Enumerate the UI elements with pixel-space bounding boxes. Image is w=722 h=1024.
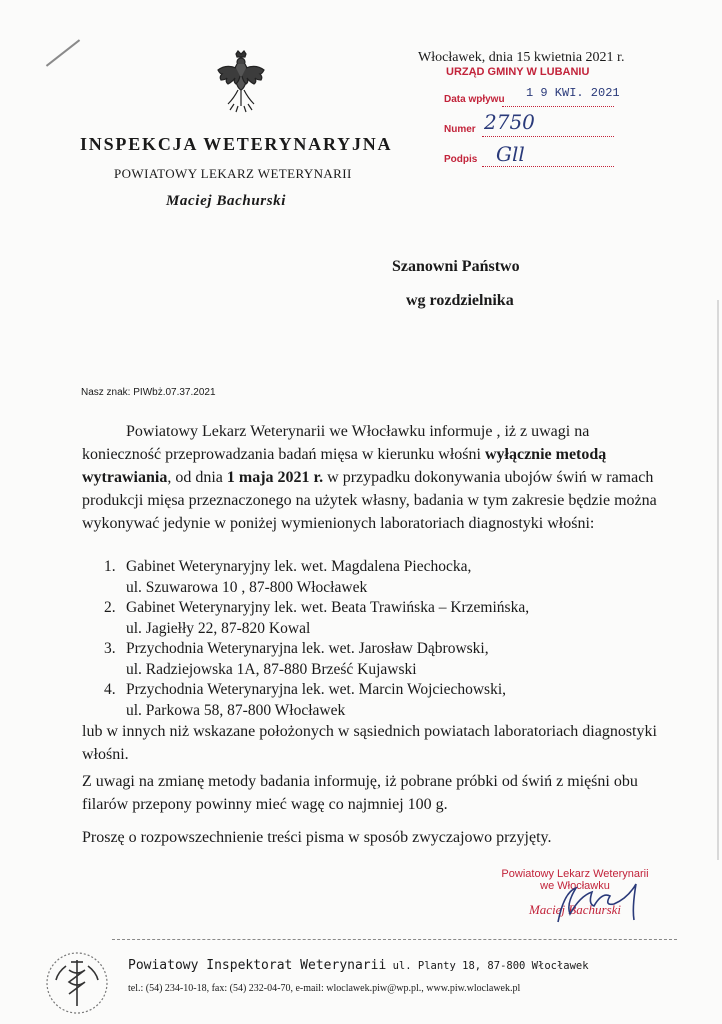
officer-name: Maciej Bachurski <box>166 193 287 209</box>
list-item: 4. Przychodnia Weterynaryjna lek. wet. Marcin Wojciechowski, ul. Parkowa 58, 87-800 Włocławek <box>104 680 664 721</box>
intro-text-2: , od dnia <box>167 469 227 486</box>
stamp-signature-label: Podpis <box>444 154 478 165</box>
footer-org-name: Powiatowy Inspektorat Weterynarii <box>128 958 387 973</box>
list-item: 3. Przychodnia Weterynaryjna lek. wet. Jarosław Dąbrowski, ul. Radziejowska 1A, 87-880 Brześć Kujawski <box>104 639 664 680</box>
paragraph-sample-weight: Z uwagi na zmianę metody badania informuję, iż pobrane próbki od świń z mięśni obu filarów przepony powinny mieć wagę co najmniej 100 g. <box>82 773 638 813</box>
lab-name: Przychodnia Weterynaryjna lek. wet. Marcin Wojciechowski, <box>126 681 507 698</box>
intro-bold-method: wyłącznie metodą wytrawiania <box>82 446 607 486</box>
footer-address: ul. Planty 18, 87-800 Włocławek <box>386 960 589 972</box>
stamp-number-value: 2750 <box>484 110 535 134</box>
salutation: Szanowni Państwo <box>392 258 520 275</box>
list-item: 1. Gabinet Weterynaryjny lek. wet. Magdalena Piechocka, ul. Szuwarowa 10 , 87-800 Włocławek <box>104 557 664 598</box>
intro-text-1: Powiatowy Lekarz Weterynarii we Włocławku informuje , iż z uwagi na konieczność przeprowadzania badań mięsa w kierunku włośni <box>82 423 590 463</box>
paragraph-request: Proszę o rozpowszechnienie treści pisma w sposób zwyczajowo przyjęty. <box>82 829 552 846</box>
stamp-office: URZĄD GMINY W LUBANIU <box>446 66 590 78</box>
lab-name: Przychodnia Weterynaryjna lek. wet. Jarosław Dąbrowski, <box>126 640 489 657</box>
institution-title: INSPEKCJA WETERYNARYJNA <box>80 134 393 154</box>
receipt-stamp <box>440 66 620 176</box>
distribution-note: wg rozdzielnika <box>406 292 514 309</box>
signature-stamp-name: Maciej Bachurski <box>528 902 622 917</box>
scan-edge <box>717 300 719 860</box>
footer-contact: tel.: (54) 234-10-18, fax: (54) 232-04-70, e-mail: wloclawek.piw@wp.pl., www.piw.wloclawek.pl <box>128 983 521 994</box>
lab-address: ul. Radziejowska 1A, 87-880 Brześć Kujawski <box>126 660 417 678</box>
reference-number: Nasz znak: PIWbż.07.37.2021 <box>81 387 216 398</box>
lab-name: Gabinet Weterynaryjny lek. wet. Beata Trawińska – Krzemińska, <box>126 599 530 616</box>
list-item: 2. Gabinet Weterynaryjny lek. wet. Beata Trawińska – Krzemińska, ul. Jagiełły 22, 87-820 Kowal <box>104 598 664 639</box>
signature-stamp-location: we Włocławku <box>540 880 610 892</box>
footer-divider <box>112 939 677 940</box>
lab-name: Gabinet Weterynaryjny lek. wet. Magdalena Piechocka, <box>126 558 472 575</box>
stamp-number-label: Numer <box>444 124 476 135</box>
veterinary-caduceus-logo-icon <box>44 948 110 1018</box>
signature-stamp-title: Powiatowy Lekarz Weterynarii <box>501 868 649 880</box>
paragraph-other-labs: lub w innych niż wskazane położonych w sąsiednich powiatach laboratoriach diagnostyki włośni. <box>82 723 657 763</box>
paragraph-intro <box>82 420 662 535</box>
stamp-signature-value: Gll <box>496 142 525 166</box>
footer-organization <box>128 958 589 973</box>
lab-address: ul. Parkowa 58, 87-800 Włocławek <box>126 701 346 719</box>
office-title: POWIATOWY LEKARZ WETERYNARII <box>114 166 352 181</box>
lab-address: ul. Jagiełły 22, 87-820 Kowal <box>126 619 311 637</box>
stamp-date-value: 1 9 KWI. 2021 <box>526 86 620 100</box>
stamp-date-label: Data wpływu <box>444 94 505 105</box>
handwritten-signature-icon <box>540 878 660 928</box>
place-date: Włocławek, dnia 15 kwietnia 2021 r. <box>418 50 625 65</box>
laboratory-list <box>104 557 664 721</box>
lab-address: ul. Szuwarowa 10 , 87-800 Włocławek <box>126 578 368 596</box>
intro-bold-date: 1 maja 2021 r. <box>226 469 324 486</box>
scan-mark <box>46 39 80 66</box>
intro-text-3: w przypadku dokonywania ubojów świń w ramach produkcji mięsa przeznaczonego na użytek własny, badania w tym zakresie będzie można wykonywać jedynie w poniżej wymienionych laboratoriach diagnostyki włośni: <box>82 469 657 532</box>
eagle-emblem-icon <box>214 50 268 114</box>
